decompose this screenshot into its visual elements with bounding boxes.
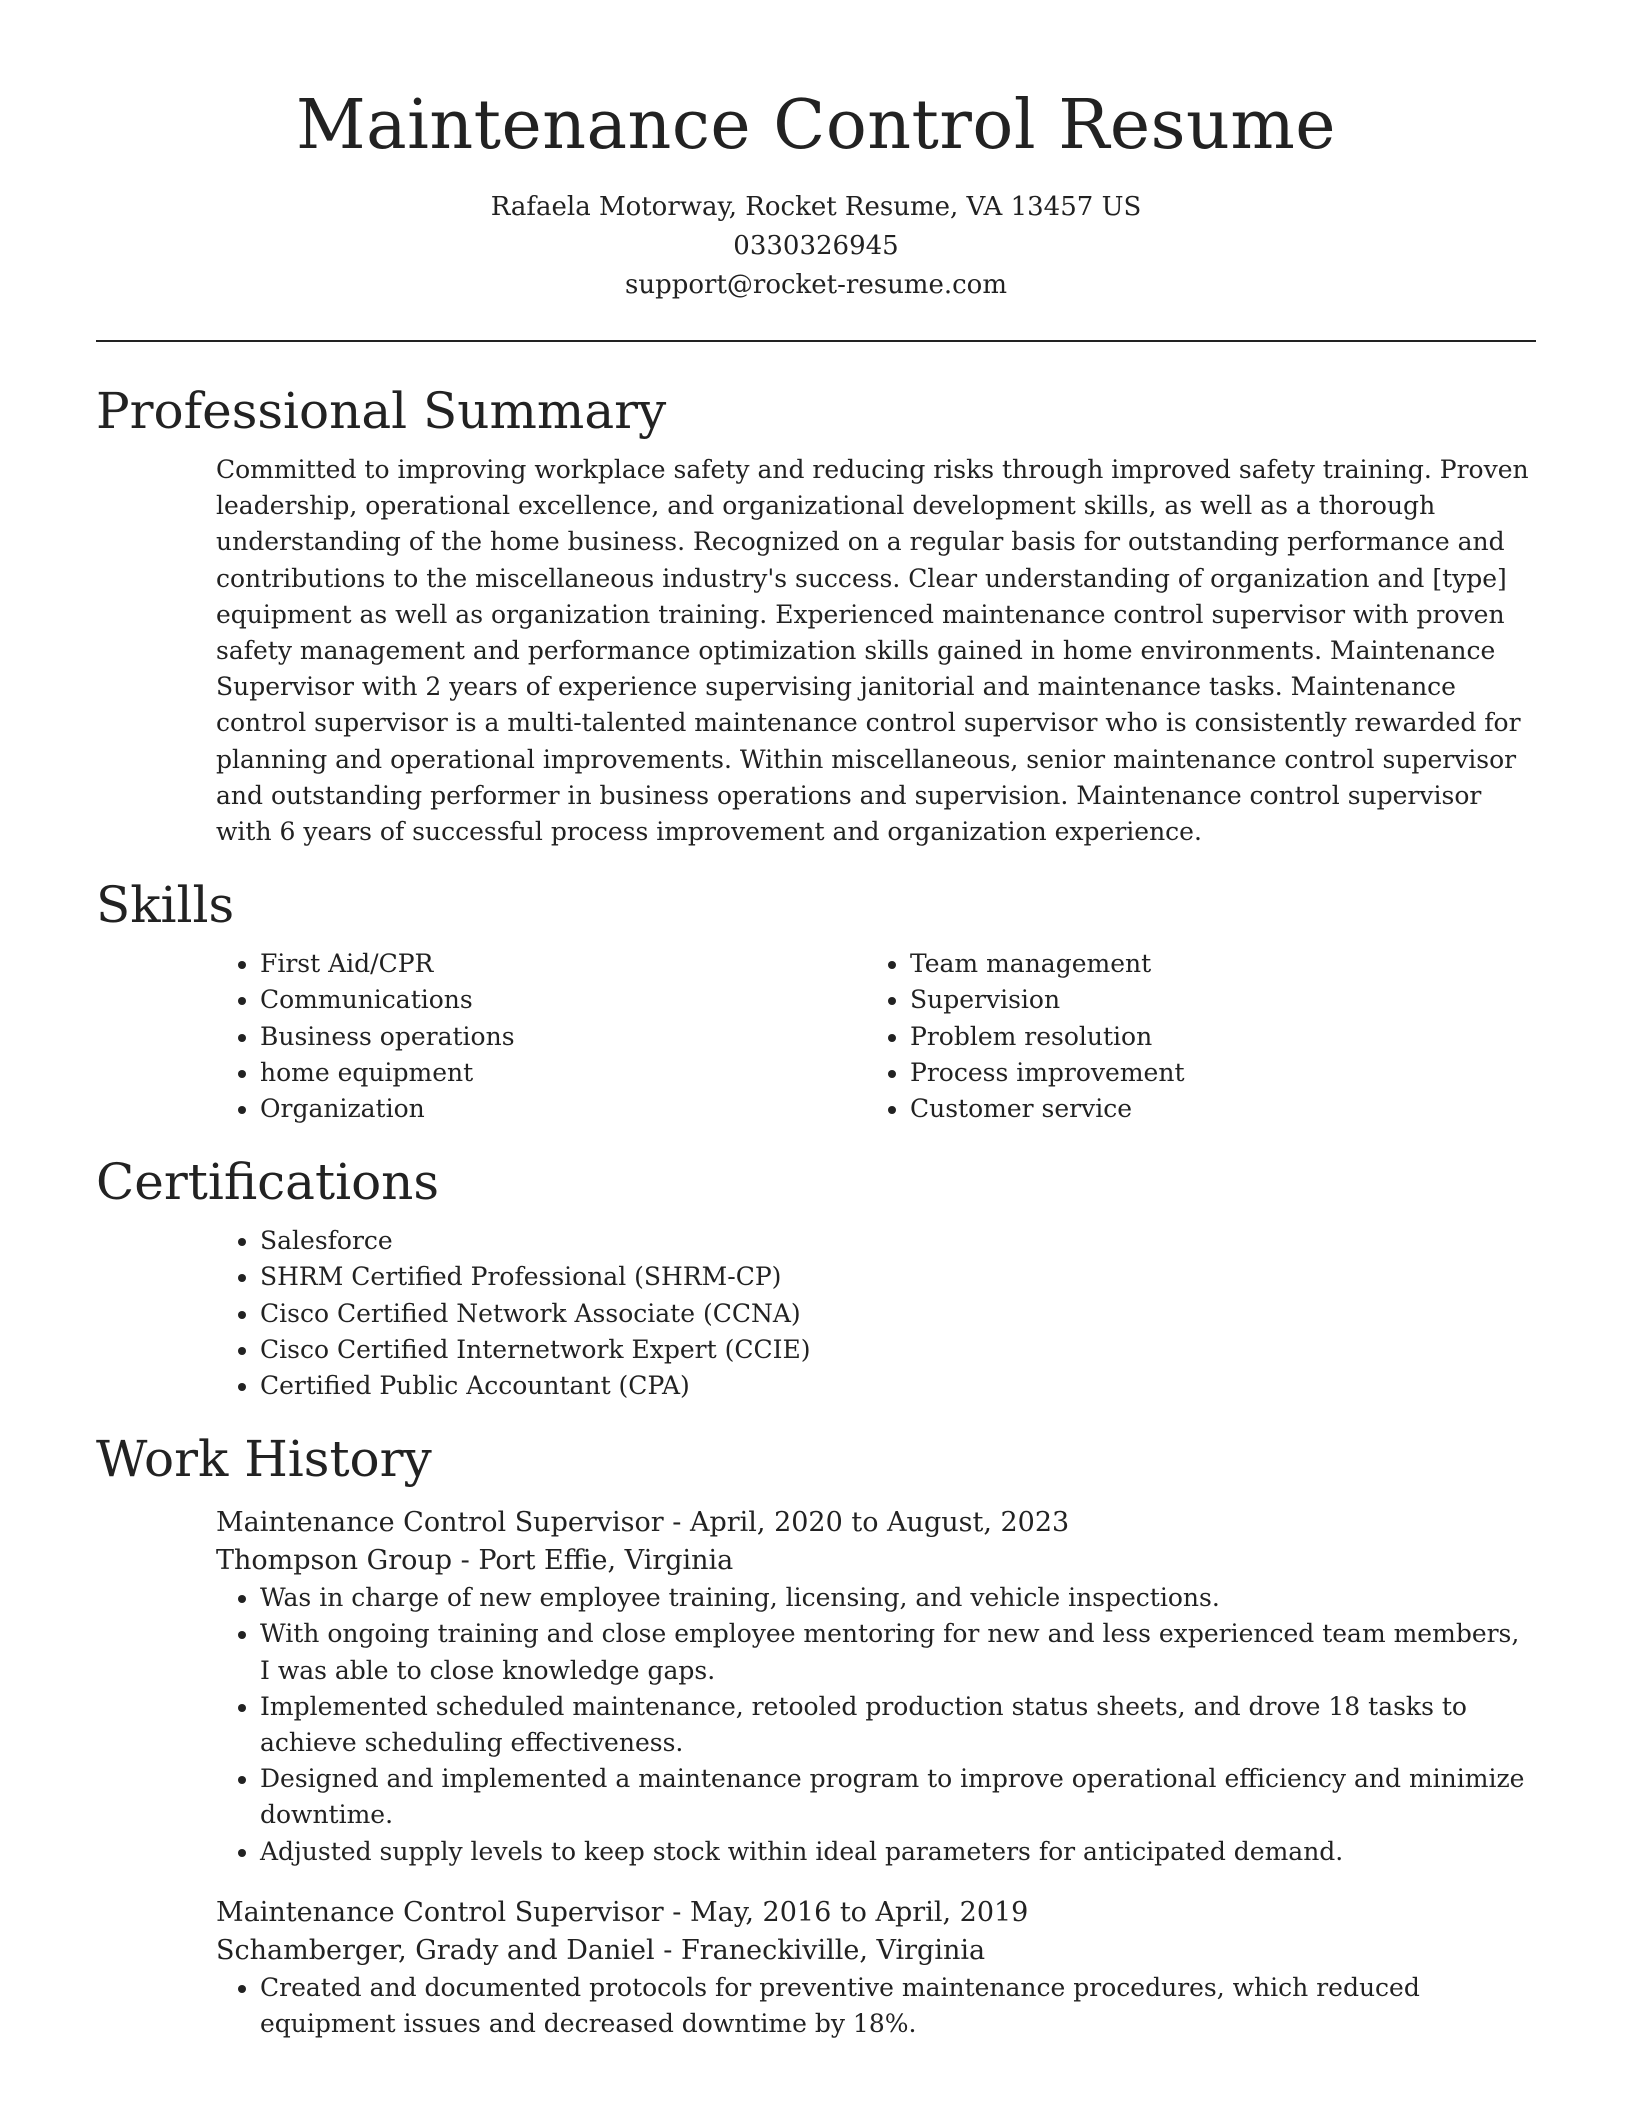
skills-column-right	[866, 946, 1516, 1127]
job-entry	[216, 1504, 1536, 1870]
job-company: Thompson Group	[216, 1545, 453, 1577]
job-duties	[216, 1970, 1536, 2042]
skill-item: • Business operations	[260, 1019, 866, 1055]
skill-item: • home equipment	[260, 1055, 866, 1091]
job-dates: April, 2020 to August, 2023	[689, 1507, 1070, 1539]
job-company-line: Schamberger, Grady and Daniel - Franeckiville, Virginia	[216, 1934, 986, 1966]
skills-heading: Skills	[96, 876, 235, 935]
certification-item: • Cisco Certified Internetwork Expert (CCIE)	[260, 1332, 1536, 1368]
job-location: Port Effie, Virginia	[478, 1545, 734, 1577]
skill-item: • Communications	[260, 982, 866, 1018]
certification-item: • SHRM Certified Professional (SHRM-CP)	[260, 1259, 1536, 1295]
certification-item: • Salesforce	[260, 1223, 1536, 1259]
certifications-heading: Certifications	[96, 1153, 440, 1212]
job-dates: May, 2016 to April, 2019	[689, 1896, 1029, 1928]
header-divider	[96, 340, 1536, 342]
contact-phone: 0330326945	[733, 231, 899, 261]
job-entry	[216, 1894, 1536, 2042]
certifications-list	[216, 1223, 1536, 1404]
summary-heading: Professional Summary	[96, 382, 667, 440]
job-duty: • Designed and implemented a maintenance program to improve operational efficiency and minimize downtime.	[260, 1761, 1536, 1833]
certification-item: • Certified Public Accountant (CPA)	[260, 1368, 1536, 1404]
job-duty: • Created and documented protocols for preventive maintenance procedures, which reduced equipment issues and decreased downtime by 18%.	[260, 1970, 1536, 2042]
contact-email: support@rocket-resume.com	[624, 270, 1007, 300]
skill-item: • Process improvement	[910, 1055, 1516, 1091]
skills-list	[216, 946, 1536, 1127]
job-title: Maintenance Control Supervisor	[216, 1896, 664, 1928]
contact-address: Rafaela Motorway, Rocket Resume, VA 13457 US	[490, 192, 1142, 222]
skill-item: • Supervision	[910, 982, 1516, 1018]
job-location: Franeckiville, Virginia	[680, 1934, 986, 1966]
job-duty: • With ongoing training and close employee mentoring for new and less experienced team members, I was able to close knowledge gaps.	[260, 1616, 1536, 1688]
job-title-line: Maintenance Control Supervisor - April, 2020 to August, 2023	[216, 1507, 1070, 1539]
job-title-line: Maintenance Control Supervisor - May, 2016 to April, 2019	[216, 1896, 1029, 1928]
job-duty: • Implemented scheduled maintenance, retooled production status sheets, and drove 18 tasks to achieve scheduling effectiveness.	[260, 1689, 1536, 1761]
job-title: Maintenance Control Supervisor	[216, 1507, 664, 1539]
resume-title: Maintenance Control Resume	[295, 86, 1337, 165]
skill-item: • Team management	[910, 946, 1516, 982]
summary-text: Committed to improving workplace safety and reducing risks through improved safety training. Proven leadership, operational excellence, and organizational development skills, as well as a thorough understanding of the home business. Recognized on a regular basis for outstanding performance and contributions to the miscellaneous industry's success. Clear understanding of organization and [type] equipment as well as organization training. Experienced maintenance control supervisor with proven safety management and performance optimization skills gained in home environments. Maintenance Supervisor with 2 years of experience supervising janitorial and maintenance tasks. Maintenance control supervisor is a multi-talented maintenance control supervisor who is consistently rewarded for planning and operational improvements. Within miscellaneous, senior maintenance control supervisor and outstanding performer in business operations and supervision. Maintenance control supervisor with 6 years of successful process improvement and organization experience.	[216, 455, 1529, 847]
skill-item: • Problem resolution	[910, 1019, 1516, 1055]
work-history-heading: Work History	[96, 1430, 432, 1489]
job-duty: • Adjusted supply levels to keep stock within ideal parameters for anticipated demand.	[260, 1834, 1536, 1870]
skill-item: • Customer service	[910, 1091, 1516, 1127]
skill-item: • Organization	[260, 1091, 866, 1127]
contact-block	[96, 188, 1536, 305]
job-duty: • Was in charge of new employee training, licensing, and vehicle inspections.	[260, 1580, 1536, 1616]
job-duties	[216, 1580, 1536, 1870]
job-company-line: Thompson Group - Port Effie, Virginia	[216, 1545, 734, 1577]
job-company: Schamberger, Grady and Daniel	[216, 1934, 655, 1966]
skill-item: • First Aid/CPR	[260, 946, 866, 982]
certification-item: • Cisco Certified Network Associate (CCNA)	[260, 1296, 1536, 1332]
skills-column-left	[216, 946, 866, 1127]
